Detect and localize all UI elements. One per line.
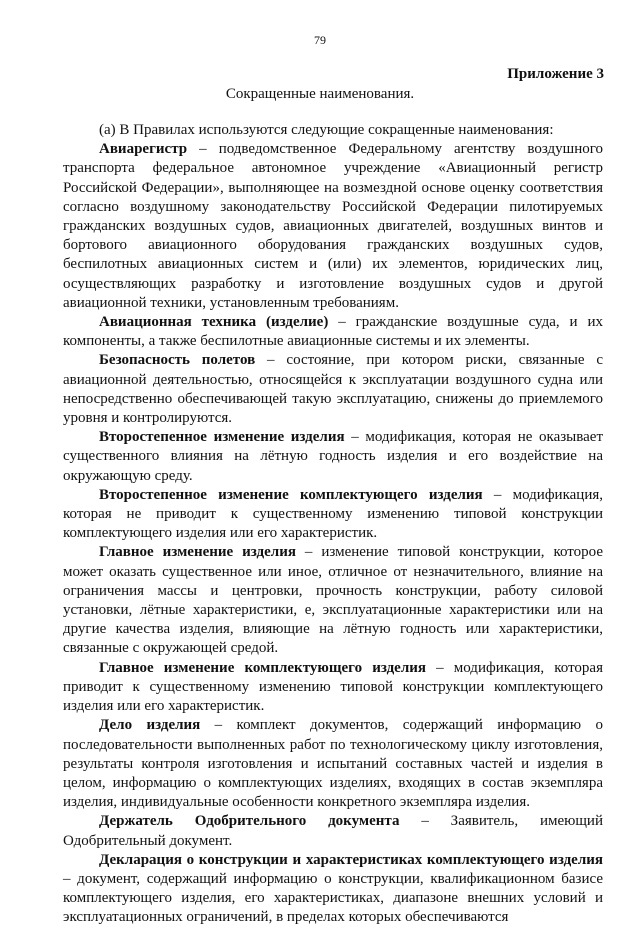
definition-term: Дело изделия [99, 717, 201, 734]
definition-paragraph [63, 140, 603, 313]
definition-text: – изменение типовой конструкции, которое может оказать существенное или иное, отличное от незначительного, влияние на ограничения массы и центровки, прочность конструкции, работу силовой установки, лётные характеристики, е, эксплуатационные характеристики или на другие качества изделия, влияющие на лётную годность или характеристики, связанные с окружающей средой. [63, 544, 604, 657]
page-number: 79 [314, 33, 326, 47]
definition-term: Главное изменение комплектующего изделия [99, 659, 427, 676]
definition-term: Второстепенное изменение изделия [99, 429, 345, 446]
definition-text: – модификация, которая приводит к существенному изменению типовой конструкции комплектующего изделия или его характеристик. [63, 659, 603, 715]
definition-term: Главное изменение изделия [99, 544, 296, 561]
definition-term: Авиационная техника (изделие) [99, 314, 329, 331]
definition-paragraph [63, 851, 603, 928]
definition-text: – подведомственное Федеральному агентству воздушного транспорта федеральное автономное учреждение «Авиационный регистр Российской Федерации», выполняющее на возмездной основе оценку соответствия согласно воздушному законодательству Российской Федерации пилотируемых гражданских воздушных судов, авиационных двигателей, воздушных винтов и бортового авиационного оборудования гражданских воздушных судов, беспилотных авиационных систем и (или) их элементов, юридических лиц, осуществляющих разработку и изготовление воздушных судов и другой авиационной техники, установленным требованиям. [63, 141, 603, 311]
definition-term: Авиарегистр [99, 141, 188, 158]
definition-paragraph [63, 486, 603, 544]
intro-paragraph: (а) В Правилах используются следующие сокращенные наименования: [99, 122, 554, 138]
definition-term: Держатель Одобрительного документа [99, 813, 400, 830]
definition-paragraph [63, 543, 603, 658]
definition-text: – комплект документов, содержащий информацию о последовательности выполненных работ по технологическому циклу изготовления, результаты контроля изготовления и испытаний составных частей и изделия в целом, информацию о комплектующих изделиях, входящих в состав экземпляра изделия, индивидуальные особенности конкретного экземпляра изделия. [63, 717, 603, 811]
definition-text: – модификация, которая не оказывает существенного влияния на лётную годность изделия и его воздействие на окружающую среду. [63, 429, 604, 484]
definition-text: – гражданские воздушные суда, и их компоненты, а также беспилотные авиационные системы и их элементы. [63, 314, 603, 350]
definition-text: – состояние, при котором риски, связанные с авиационной деятельностью, относящейся к эксплуатации воздушного судна или непосредственно обеспечивающей такую эксплуатацию, снижены до приемлемого уровня и контролируются. [63, 352, 603, 427]
definition-paragraph [63, 428, 603, 486]
appendix-label: Приложение 3 [507, 66, 604, 82]
definition-text: – документ, содержащий информацию о конструкции, квалификационном базисе комплектующего изделия, его характеристиках, диапазоне внешних условий и эксплуатационных ограничений, в пределах которых обеспечиваются [63, 870, 603, 926]
definition-text: – Заявитель, имеющий Одобрительный документ. [63, 813, 603, 849]
definition-paragraph [63, 716, 603, 812]
definition-paragraph [63, 812, 603, 850]
definition-paragraph [63, 351, 603, 428]
definition-term: Декларация о конструкции и характеристиках комплектующего изделия [99, 851, 603, 868]
definition-text: – модификация, которая не приводит к существенному изменению типовой конструкции комплектующего изделия или его характеристик. [63, 486, 604, 542]
definition-paragraph [63, 313, 603, 351]
definition-term: Второстепенное изменение комплектующего изделия [99, 486, 483, 503]
document-body [63, 121, 603, 928]
section-heading: Сокращенные наименования. [225, 86, 415, 102]
definition-term: Безопасность полетов [99, 352, 256, 369]
definition-paragraph [63, 659, 603, 717]
